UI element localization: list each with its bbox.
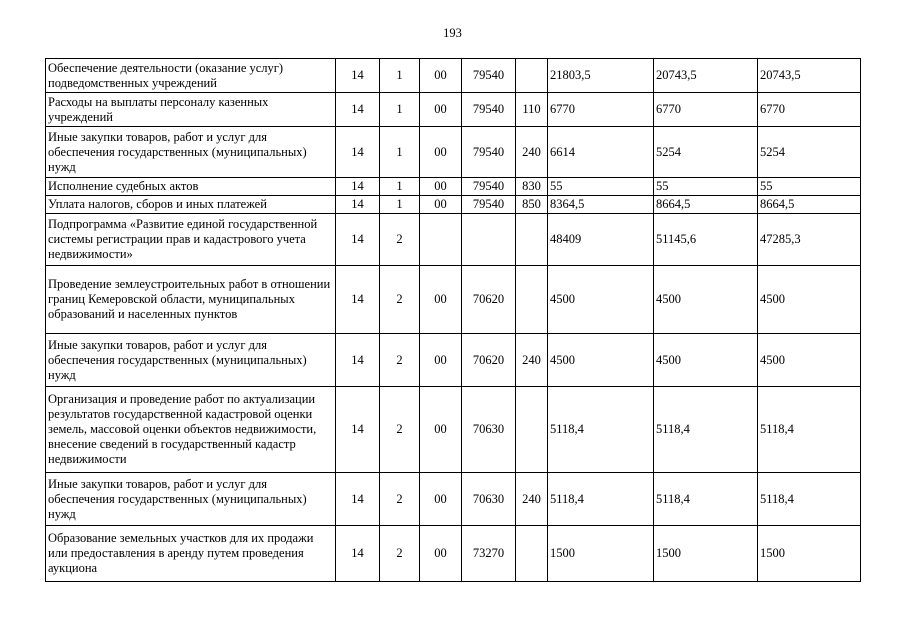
row-name: Обеспечение деятельности (оказание услуг) подведомственных учреждений [46, 59, 336, 93]
program-code: 00 [420, 127, 462, 178]
article-code [462, 214, 516, 266]
row-name: Уплата налогов, сборов и иных платежей [46, 196, 336, 214]
row-name: Иные закупки товаров, работ и услуг для обеспечения государственных (муниципальных) нужд [46, 127, 336, 178]
article-code: 70630 [462, 473, 516, 526]
value-year-3: 5118,4 [758, 387, 861, 473]
value-year-3: 1500 [758, 526, 861, 582]
expense-type-code: 830 [516, 178, 548, 196]
value-year-1: 6614 [548, 127, 654, 178]
value-year-2: 20743,5 [654, 59, 758, 93]
row-name: Исполнение судебных актов [46, 178, 336, 196]
expense-type-code [516, 214, 548, 266]
expense-type-code [516, 59, 548, 93]
value-year-1: 5118,4 [548, 387, 654, 473]
table-row [46, 214, 861, 266]
value-year-3: 55 [758, 178, 861, 196]
expense-type-code: 240 [516, 127, 548, 178]
value-year-3: 4500 [758, 334, 861, 387]
article-code: 70630 [462, 387, 516, 473]
section-code: 14 [336, 214, 380, 266]
page-number: 193 [443, 26, 462, 40]
expense-type-code: 110 [516, 93, 548, 127]
row-name: Иные закупки товаров, работ и услуг для обеспечения государственных (муниципальных) нужд [46, 473, 336, 526]
value-year-1: 5118,4 [548, 473, 654, 526]
program-code: 00 [420, 526, 462, 582]
subsection-code: 1 [380, 127, 420, 178]
value-year-3: 8664,5 [758, 196, 861, 214]
budget-table [45, 58, 861, 582]
table-row [46, 526, 861, 582]
program-code: 00 [420, 266, 462, 334]
value-year-2: 5254 [654, 127, 758, 178]
value-year-2: 4500 [654, 334, 758, 387]
subsection-code: 1 [380, 93, 420, 127]
value-year-1: 48409 [548, 214, 654, 266]
expense-type-code [516, 387, 548, 473]
subsection-code: 2 [380, 214, 420, 266]
program-code: 00 [420, 59, 462, 93]
row-name: Подпрограмма «Развитие единой государственной системы регистрации прав и кадастрового учета недвижимости» [46, 214, 336, 266]
value-year-1: 4500 [548, 266, 654, 334]
section-code: 14 [336, 93, 380, 127]
subsection-code: 1 [380, 59, 420, 93]
program-code [420, 214, 462, 266]
row-name: Иные закупки товаров, работ и услуг для обеспечения государственных (муниципальных) нужд [46, 334, 336, 387]
expense-type-code: 850 [516, 196, 548, 214]
row-name: Расходы на выплаты персоналу казенных учреждений [46, 93, 336, 127]
value-year-2: 4500 [654, 266, 758, 334]
value-year-3: 6770 [758, 93, 861, 127]
table-row [46, 334, 861, 387]
expense-type-code [516, 526, 548, 582]
program-code: 00 [420, 473, 462, 526]
value-year-1: 1500 [548, 526, 654, 582]
value-year-2: 5118,4 [654, 473, 758, 526]
program-code: 00 [420, 178, 462, 196]
section-code: 14 [336, 59, 380, 93]
article-code: 70620 [462, 334, 516, 387]
table-row [46, 178, 861, 196]
article-code: 79540 [462, 196, 516, 214]
value-year-2: 51145,6 [654, 214, 758, 266]
expense-type-code: 240 [516, 334, 548, 387]
section-code: 14 [336, 178, 380, 196]
subsection-code: 2 [380, 387, 420, 473]
section-code: 14 [336, 387, 380, 473]
program-code: 00 [420, 334, 462, 387]
value-year-3: 4500 [758, 266, 861, 334]
program-code: 00 [420, 387, 462, 473]
section-code: 14 [336, 266, 380, 334]
subsection-code: 2 [380, 266, 420, 334]
section-code: 14 [336, 526, 380, 582]
value-year-2: 6770 [654, 93, 758, 127]
article-code: 70620 [462, 266, 516, 334]
section-code: 14 [336, 127, 380, 178]
section-code: 14 [336, 473, 380, 526]
value-year-1: 55 [548, 178, 654, 196]
article-code: 79540 [462, 178, 516, 196]
expense-type-code [516, 266, 548, 334]
article-code: 79540 [462, 127, 516, 178]
subsection-code: 2 [380, 526, 420, 582]
subsection-code: 2 [380, 473, 420, 526]
value-year-2: 1500 [654, 526, 758, 582]
table-row [46, 93, 861, 127]
article-code: 73270 [462, 526, 516, 582]
table-row [46, 266, 861, 334]
subsection-code: 1 [380, 178, 420, 196]
article-code: 79540 [462, 59, 516, 93]
program-code: 00 [420, 93, 462, 127]
value-year-3: 47285,3 [758, 214, 861, 266]
value-year-1: 6770 [548, 93, 654, 127]
program-code: 00 [420, 196, 462, 214]
row-name: Проведение землеустроительных работ в отношении границ Кемеровской области, муниципальных образований и населенных пунктов [46, 266, 336, 334]
value-year-3: 5118,4 [758, 473, 861, 526]
value-year-2: 55 [654, 178, 758, 196]
section-code: 14 [336, 196, 380, 214]
table-row [46, 59, 861, 93]
value-year-3: 5254 [758, 127, 861, 178]
value-year-1: 8364,5 [548, 196, 654, 214]
value-year-1: 21803,5 [548, 59, 654, 93]
subsection-code: 2 [380, 334, 420, 387]
table-row [46, 387, 861, 473]
value-year-2: 8664,5 [654, 196, 758, 214]
value-year-1: 4500 [548, 334, 654, 387]
value-year-2: 5118,4 [654, 387, 758, 473]
expense-type-code: 240 [516, 473, 548, 526]
article-code: 79540 [462, 93, 516, 127]
table-row [46, 127, 861, 178]
table-row [46, 473, 861, 526]
row-name: Организация и проведение работ по актуализации результатов государственной кадастровой оценки земель, массовой оценки объектов недвижимости, внесение сведений в государственный кадастр недвижимости [46, 387, 336, 473]
table-row [46, 196, 861, 214]
value-year-3: 20743,5 [758, 59, 861, 93]
subsection-code: 1 [380, 196, 420, 214]
section-code: 14 [336, 334, 380, 387]
row-name: Образование земельных участков для их продажи или предоставления в аренду путем проведения аукциона [46, 526, 336, 582]
